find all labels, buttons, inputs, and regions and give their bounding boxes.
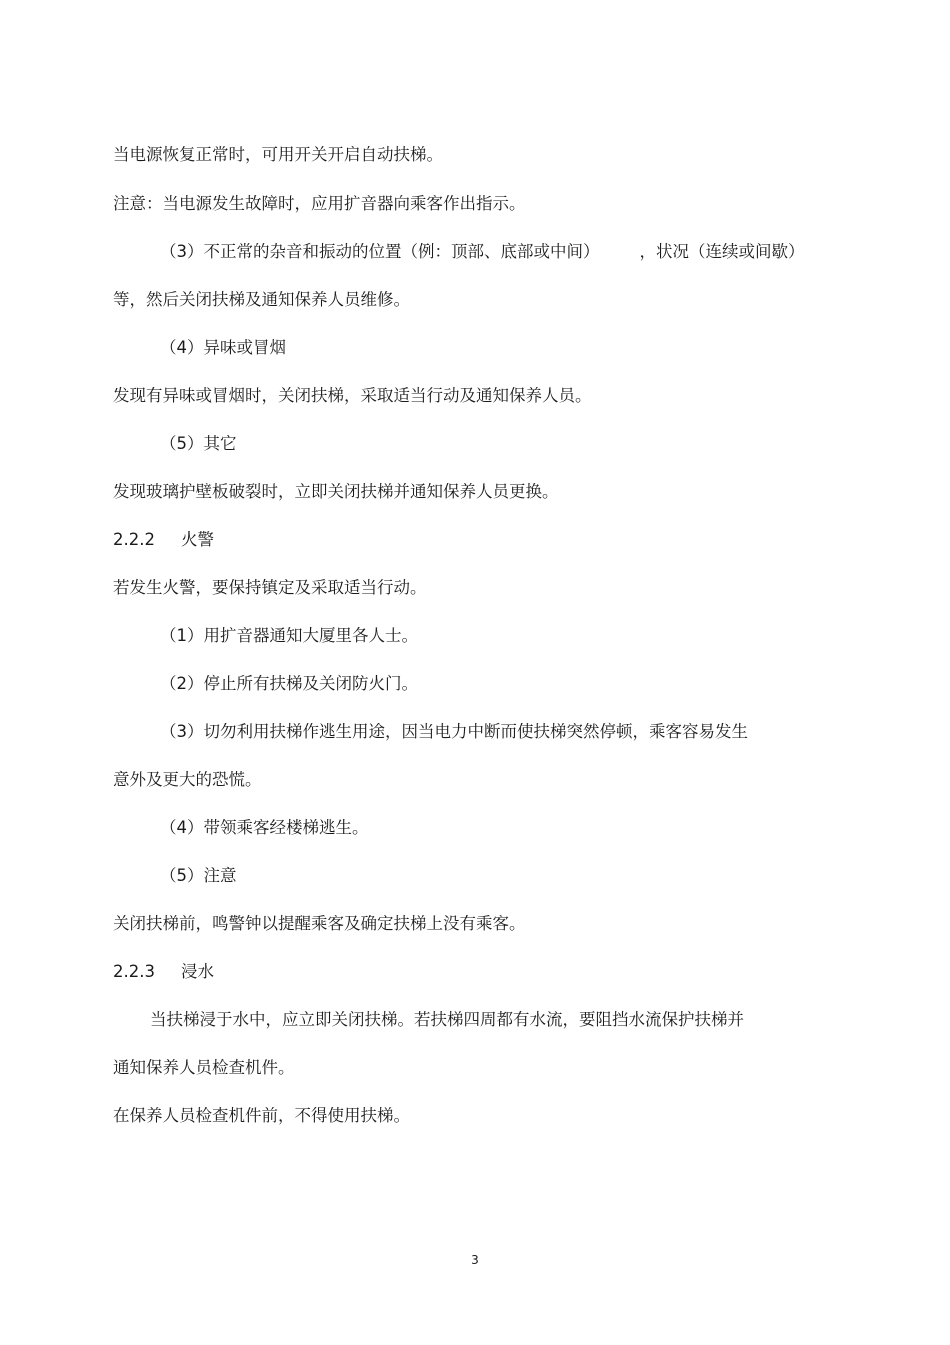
paragraph-line: 注意：当电源发生故障时，应用扩音器向乘客作出指示。	[113, 194, 526, 213]
page-number: 3	[471, 1253, 479, 1267]
section-heading	[113, 960, 214, 984]
paragraph-line: 若发生火警，要保持镇定及采取适当行动。	[113, 578, 427, 597]
list-item: （5）其它	[160, 434, 237, 453]
paragraph-line: 当扶梯浸于水中，应立即关闭扶梯。若扶梯四周都有水流，要阻挡水流保护扶梯并	[150, 1010, 744, 1029]
paragraph-line: 通知保养人员检查机件。	[113, 1058, 295, 1077]
paragraph-line: 关闭扶梯前，鸣警钟以提醒乘客及确定扶梯上没有乘客。	[113, 914, 526, 933]
list-item: （3）切勿利用扶梯作逃生用途，因当电力中断而使扶梯突然停顿，乘客容易发生	[160, 722, 748, 741]
list-item: （4）带领乘客经楼梯逃生。	[160, 818, 369, 837]
section-title: 火警	[181, 530, 214, 549]
section-number: 2.2.2	[113, 530, 155, 549]
list-item: （4）异味或冒烟	[160, 338, 286, 357]
paragraph-line: 发现玻璃护壁板破裂时，立即关闭扶梯并通知保养人员更换。	[113, 482, 559, 501]
section-heading	[113, 528, 214, 552]
section-number: 2.2.3	[113, 962, 155, 981]
list-item: （2）停止所有扶梯及关闭防火门。	[160, 674, 418, 693]
paragraph-line: 等，然后关闭扶梯及通知保养人员维修。	[113, 290, 410, 309]
list-item-text: （3）不正常的杂音和振动的位置（例：顶部、底部或中间）	[160, 242, 600, 261]
paragraph-line: 发现有异味或冒烟时，关闭扶梯，采取适当行动及通知保养人员。	[113, 386, 592, 405]
list-item: （1）用扩音器通知大厦里各人士。	[160, 626, 418, 645]
paragraph-line: 当电源恢复正常时，可用开关开启自动扶梯。	[113, 145, 443, 164]
paragraph-line: 意外及更大的恐慌。	[113, 770, 262, 789]
list-item	[160, 240, 805, 264]
section-title: 浸水	[181, 962, 214, 981]
paragraph-line: 在保养人员检查机件前，不得使用扶梯。	[113, 1106, 410, 1125]
list-item: （5）注意	[160, 866, 237, 885]
list-item-text-continued: ，状况（连续或间歇）	[639, 242, 805, 261]
